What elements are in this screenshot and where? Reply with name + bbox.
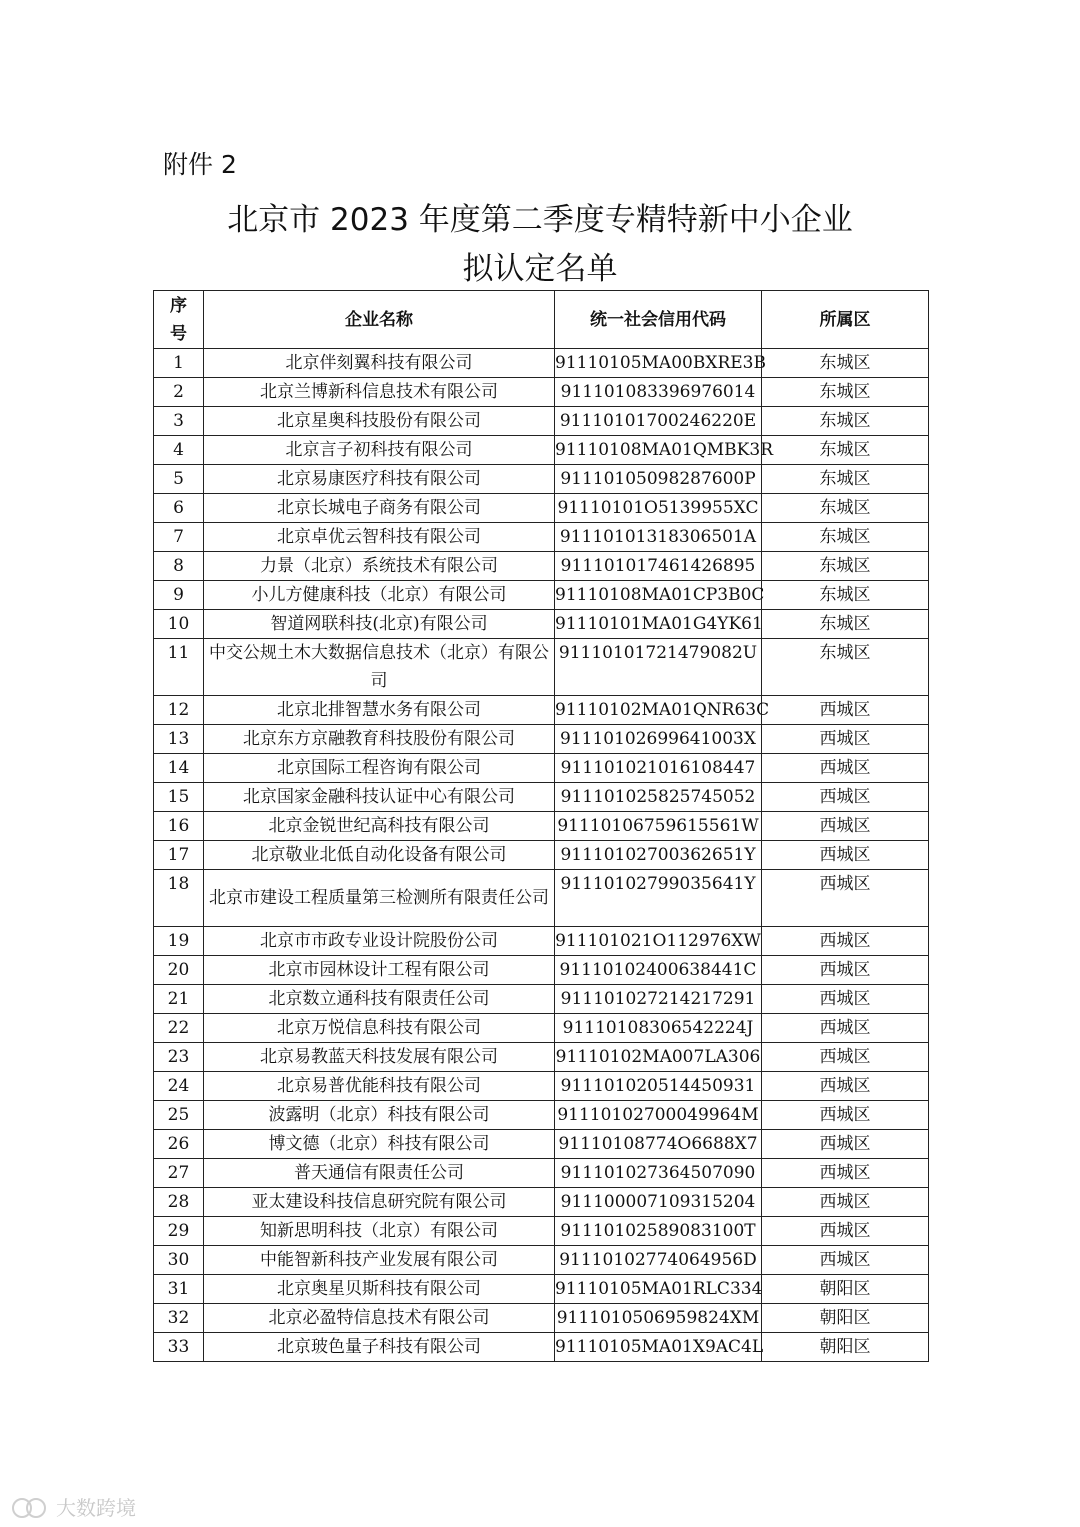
table-row (154, 985, 929, 1014)
company-name-cell: 北京言子初科技有限公司 (204, 436, 555, 465)
company-name-cell: 小儿方健康科技（北京）有限公司 (204, 581, 555, 610)
company-name-cell: 北京金锐世纪高科技有限公司 (204, 812, 555, 841)
credit-code-cell: 911101021O112976XW (555, 927, 762, 956)
company-name-cell: 北京国际工程咨询有限公司 (204, 754, 555, 783)
district-cell: 西城区 (762, 725, 929, 754)
table-row (154, 1333, 929, 1362)
company-name-cell: 北京卓优云智科技有限公司 (204, 523, 555, 552)
credit-code-cell: 91110108774O6688X7 (555, 1130, 762, 1159)
district-cell: 朝阳区 (762, 1333, 929, 1362)
row-number-cell: 30 (154, 1246, 204, 1275)
table-row (154, 1275, 929, 1304)
credit-code-cell: 91110105098287600P (555, 465, 762, 494)
document-title-line2: 拟认定名单 (462, 251, 618, 287)
district-cell: 西城区 (762, 870, 929, 927)
row-number-cell: 3 (154, 407, 204, 436)
table-row (154, 552, 929, 581)
table-row (154, 581, 929, 610)
company-name-cell: 博文德（北京）科技有限公司 (204, 1130, 555, 1159)
company-name-cell: 北京星奥科技股份有限公司 (204, 407, 555, 436)
row-number-cell: 28 (154, 1188, 204, 1217)
table-row (154, 1246, 929, 1275)
row-number-cell: 2 (154, 378, 204, 407)
company-name-cell: 普天通信有限责任公司 (204, 1159, 555, 1188)
district-cell: 东城区 (762, 494, 929, 523)
row-number-cell: 22 (154, 1014, 204, 1043)
table-row (154, 610, 929, 639)
table-row (154, 696, 929, 725)
credit-code-cell: 911101017461426895 (555, 552, 762, 581)
credit-code-cell: 91110108MA01CP3B0C (555, 581, 762, 610)
table-row (154, 1072, 929, 1101)
district-cell: 朝阳区 (762, 1304, 929, 1333)
district-cell: 西城区 (762, 1043, 929, 1072)
credit-code-cell: 911101021016108447 (555, 754, 762, 783)
credit-code-cell: 911101027364507090 (555, 1159, 762, 1188)
company-name-cell: 北京北排智慧水务有限公司 (204, 696, 555, 725)
credit-code-cell: 91110105MA00BXRE3B (555, 349, 762, 378)
credit-code-cell: 91110105MA01X9AC4L (555, 1333, 762, 1362)
district-cell: 西城区 (762, 754, 929, 783)
watermark-logo-icon (12, 1496, 52, 1518)
credit-code-cell: 911100007109315204 (555, 1188, 762, 1217)
district-cell: 西城区 (762, 956, 929, 985)
company-name-cell: 北京市建设工程质量第三检测所有限责任公司 (204, 870, 555, 927)
district-cell: 西城区 (762, 841, 929, 870)
column-header-district: 所属区 (762, 291, 929, 349)
district-cell: 东城区 (762, 610, 929, 639)
credit-code-cell: 91110102799035641Y (555, 870, 762, 927)
district-cell: 东城区 (762, 349, 929, 378)
company-name-cell: 北京长城电子商务有限公司 (204, 494, 555, 523)
row-number-cell: 15 (154, 783, 204, 812)
company-name-cell: 智道网联科技(北京)有限公司 (204, 610, 555, 639)
company-name-cell: 力景（北京）系统技术有限公司 (204, 552, 555, 581)
credit-code-cell: 91110102774064956D (555, 1246, 762, 1275)
credit-code-cell: 911101083396976014 (555, 378, 762, 407)
row-number-cell: 9 (154, 581, 204, 610)
company-name-cell: 波露明（北京）科技有限公司 (204, 1101, 555, 1130)
table-row (154, 1188, 929, 1217)
row-number-cell: 25 (154, 1101, 204, 1130)
row-number-cell: 1 (154, 349, 204, 378)
credit-code-cell: 911101020514450931 (555, 1072, 762, 1101)
table-row (154, 639, 929, 696)
row-number-cell: 24 (154, 1072, 204, 1101)
table-row (154, 523, 929, 552)
column-header-name: 企业名称 (204, 291, 555, 349)
row-number-cell: 32 (154, 1304, 204, 1333)
district-cell: 西城区 (762, 1130, 929, 1159)
row-number-cell: 31 (154, 1275, 204, 1304)
company-name-cell: 北京东方京融教育科技股份有限公司 (204, 725, 555, 754)
row-number-cell: 18 (154, 870, 204, 927)
credit-code-cell: 91110102MA01QNR63C (555, 696, 762, 725)
company-name-cell: 北京易教蓝天科技发展有限公司 (204, 1043, 555, 1072)
table-row (154, 927, 929, 956)
district-cell: 东城区 (762, 407, 929, 436)
row-number-cell: 17 (154, 841, 204, 870)
row-number-cell: 8 (154, 552, 204, 581)
table-row (154, 465, 929, 494)
table-row (154, 725, 929, 754)
row-number-cell: 29 (154, 1217, 204, 1246)
table-row (154, 812, 929, 841)
company-name-cell: 中能智新科技产业发展有限公司 (204, 1246, 555, 1275)
table-row (154, 436, 929, 465)
district-cell: 东城区 (762, 523, 929, 552)
table-row (154, 841, 929, 870)
credit-code-cell: 91110102700362651Y (555, 841, 762, 870)
company-name-cell: 北京国家金融科技认证中心有限公司 (204, 783, 555, 812)
district-cell: 西城区 (762, 696, 929, 725)
credit-code-cell: 91110101O5139955XC (555, 494, 762, 523)
district-cell: 西城区 (762, 1101, 929, 1130)
table-row (154, 870, 929, 927)
table-row (154, 494, 929, 523)
row-number-cell: 26 (154, 1130, 204, 1159)
company-name-cell: 北京必盈特信息技术有限公司 (204, 1304, 555, 1333)
row-number-cell: 4 (154, 436, 204, 465)
district-cell: 东城区 (762, 552, 929, 581)
company-name-cell: 中交公规土木大数据信息技术（北京）有限公司 (204, 639, 555, 696)
credit-code-cell: 91110106759615561W (555, 812, 762, 841)
credit-code-cell: 91110102589083100T (555, 1217, 762, 1246)
table-row (154, 956, 929, 985)
credit-code-cell: 911101050695982​4XM (555, 1304, 762, 1333)
credit-code-cell: 91110102699641003X (555, 725, 762, 754)
row-number-cell: 6 (154, 494, 204, 523)
credit-code-cell: 91110101318306501A (555, 523, 762, 552)
credit-code-cell: 91110108MA01QMBK3R (555, 436, 762, 465)
district-cell: 西城区 (762, 1188, 929, 1217)
company-name-cell: 北京数立通科技有限责任公司 (204, 985, 555, 1014)
table-row (154, 1304, 929, 1333)
row-number-cell: 12 (154, 696, 204, 725)
row-number-cell: 21 (154, 985, 204, 1014)
credit-code-cell: 91110105MA01RLC334 (555, 1275, 762, 1304)
attachment-label: 附件 2 (163, 150, 237, 179)
document-title-line1: 北京市 2023 年度第二季度专精特新中小企业 (227, 202, 853, 238)
company-name-cell: 北京兰博新科信息技术有限公司 (204, 378, 555, 407)
district-cell: 东城区 (762, 465, 929, 494)
company-name-cell: 北京敬业北低自动化设备有限公司 (204, 841, 555, 870)
table-row (154, 349, 929, 378)
table-header-row (154, 291, 929, 349)
company-name-cell: 北京易康医疗科技有限公司 (204, 465, 555, 494)
table-row (154, 378, 929, 407)
company-name-cell: 北京伴刻翼科技有限公司 (204, 349, 555, 378)
row-number-cell: 13 (154, 725, 204, 754)
credit-code-cell: 91110102700049964M (555, 1101, 762, 1130)
company-name-cell: 北京玻色量子科技有限公司 (204, 1333, 555, 1362)
row-number-cell: 27 (154, 1159, 204, 1188)
district-cell: 西城区 (762, 1014, 929, 1043)
district-cell: 西城区 (762, 985, 929, 1014)
row-number-cell: 5 (154, 465, 204, 494)
table-row (154, 1101, 929, 1130)
row-number-cell: 14 (154, 754, 204, 783)
district-cell: 东城区 (762, 639, 929, 696)
company-list-table (153, 290, 929, 1362)
district-cell: 西城区 (762, 1159, 929, 1188)
row-number-cell: 16 (154, 812, 204, 841)
row-number-cell: 19 (154, 927, 204, 956)
district-cell: 西城区 (762, 783, 929, 812)
table-row (154, 1217, 929, 1246)
table-row (154, 1043, 929, 1072)
row-number-cell: 11 (154, 639, 204, 696)
row-number-cell: 7 (154, 523, 204, 552)
district-cell: 朝阳区 (762, 1275, 929, 1304)
district-cell: 东城区 (762, 378, 929, 407)
credit-code-cell: 91110108306542224J (555, 1014, 762, 1043)
district-cell: 西城区 (762, 812, 929, 841)
credit-code-cell: 911101027214217291 (555, 985, 762, 1014)
watermark-text: 大数跨境 (56, 1496, 136, 1520)
district-cell: 西城区 (762, 1246, 929, 1275)
column-header-code: 统一社会信用代码 (555, 291, 762, 349)
district-cell: 西城区 (762, 1217, 929, 1246)
table-row (154, 1159, 929, 1188)
table-row (154, 407, 929, 436)
credit-code-cell: 91110101700246220E (555, 407, 762, 436)
company-name-cell: 北京市园林设计工程有限公司 (204, 956, 555, 985)
district-cell: 东城区 (762, 581, 929, 610)
credit-code-cell: 91110101MA01G4YK61 (555, 610, 762, 639)
column-header-number: 序 号 (154, 291, 204, 349)
company-name-cell: 北京易普优能科技有限公司 (204, 1072, 555, 1101)
table-row (154, 1130, 929, 1159)
district-cell: 西城区 (762, 927, 929, 956)
table-row (154, 754, 929, 783)
company-name-cell: 北京万悦信息科技有限公司 (204, 1014, 555, 1043)
company-name-cell: 北京市市政专业设计院股份公司 (204, 927, 555, 956)
table-row (154, 1014, 929, 1043)
watermark (12, 1492, 136, 1521)
row-number-cell: 20 (154, 956, 204, 985)
credit-code-cell: 91110102MA007LA306 (555, 1043, 762, 1072)
row-number-cell: 10 (154, 610, 204, 639)
row-number-cell: 33 (154, 1333, 204, 1362)
district-cell: 东城区 (762, 436, 929, 465)
credit-code-cell: 91110101721479082U (555, 639, 762, 696)
credit-code-cell: 91110102400638441C (555, 956, 762, 985)
company-name-cell: 亚太建设科技信息研究院有限公司 (204, 1188, 555, 1217)
company-name-cell: 知新思明科技（北京）有限公司 (204, 1217, 555, 1246)
district-cell: 西城区 (762, 1072, 929, 1101)
credit-code-cell: 911101025825745052 (555, 783, 762, 812)
company-name-cell: 北京奥星贝斯科技有限公司 (204, 1275, 555, 1304)
table-row (154, 783, 929, 812)
row-number-cell: 23 (154, 1043, 204, 1072)
